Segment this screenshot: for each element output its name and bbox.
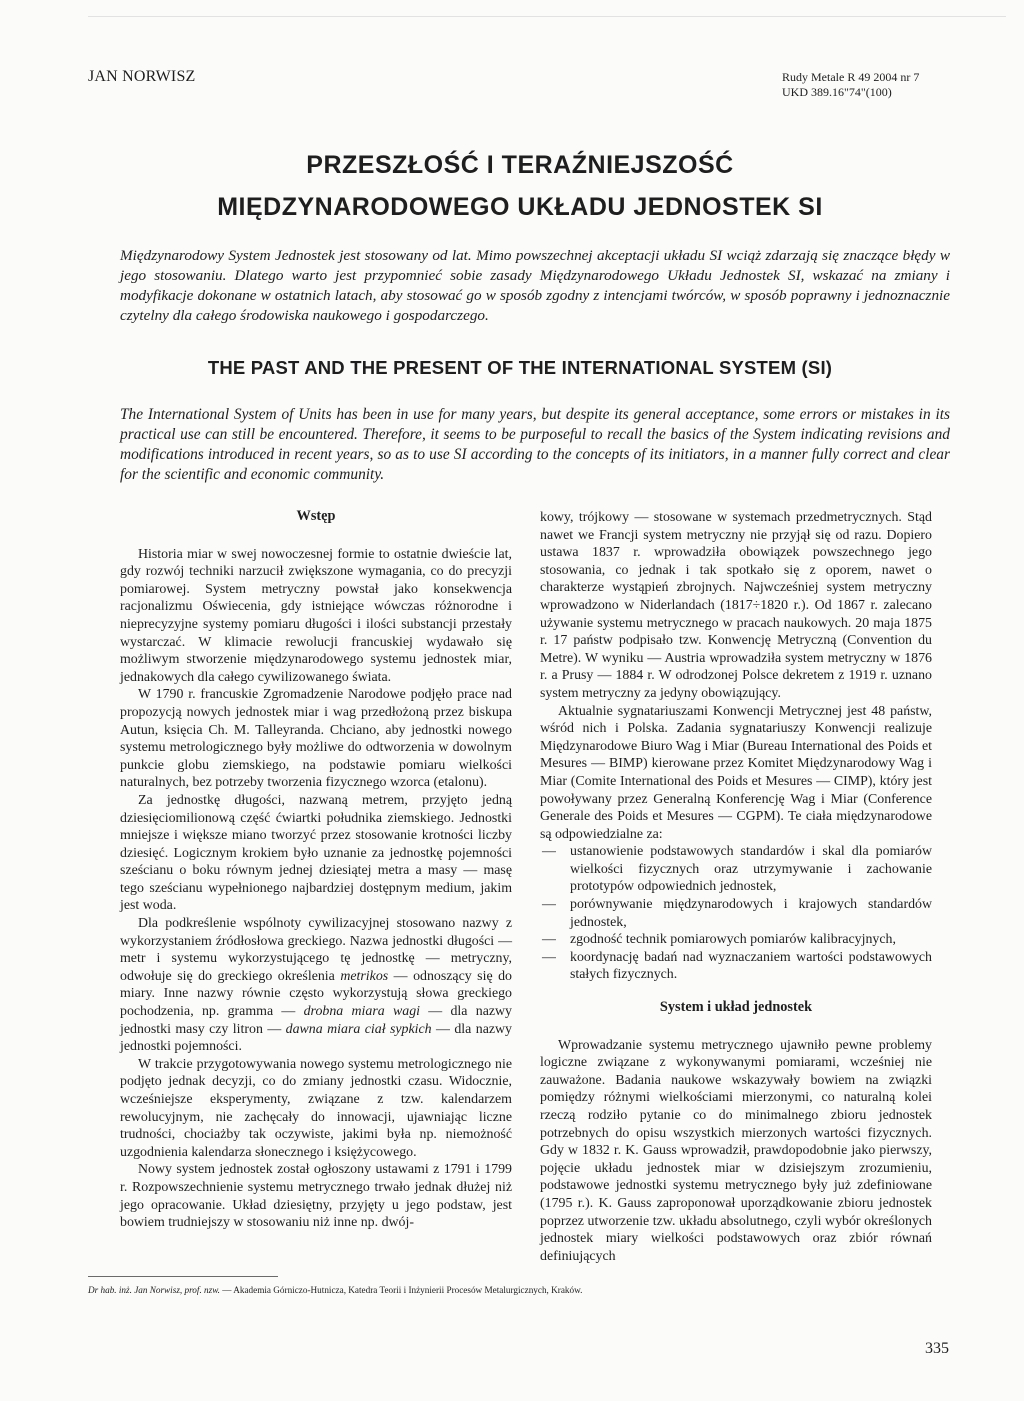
italic-term: metrikos — [340, 968, 389, 984]
text-run: Dla podkreślenie wspólnoty cywilizacyjnej stosowano nazwy z wykorzystaniem źródłosłowa greckiego. Nazwa jednostki długości — metr i systemu wykorzystującego tę jednostkę — metryczny, odwołuje się do greckiego określenia — [120, 916, 512, 984]
journal-line-1: Rudy Metale R 49 2004 nr 7 — [782, 70, 920, 84]
list-item — [540, 896, 932, 931]
list-item-text: zgodność technik pomiarowych pomiarów kalibracyjnych, — [570, 932, 896, 948]
list-item-text: ustanowienie podstawowych standardów i skal dla pomiarów wielkości fizycznych oraz utrzymywanie i zachowanie prototypów odpowiednich jednostek, — [570, 844, 932, 895]
list-item-text: porównywanie międzynarodowych i krajowych standardów jednostek, — [570, 897, 932, 930]
list-item-text: koordynację badań nad wyznaczaniem wartości podstawowych stałych fizycznych. — [570, 949, 932, 983]
top-rule — [88, 16, 1006, 17]
responsibility-list — [540, 843, 932, 984]
author-name: JAN NORWISZ — [88, 68, 196, 85]
footnote — [88, 1285, 918, 1295]
paragraph: Aktualnie sygnatariuszami Konwencji Metrycznej jest 48 państw, wśród nich i Polska. Zadania sygnatariuszy Konwencji realizuje Międzynarodowe Biuro Wag i Miar (Bureau International des Poids et Mesures — BIMP) kierowane przez Komitet Międzynarodowy Wag i Miar (Comite International des Poids et Mesures — CIMP), który jest powoływany przez Generalną Konferencję Wag i Miar (Conference Generale des Poids et Mesures — CGPM). Te ciała międzynarodowe są odpowiedzialne za: — [540, 703, 932, 842]
english-abstract: The International System of Units has been in use for many years, but despite its general acceptance, some errors or mistakes in its practical use can still be encountered. Therefore, it seems to be purposeful to recall the basics of the System indicating revisions and modifications introduced in recent years, so as to use SI according to the concepts of its initiators, in a manner fully correct and clear for the scientific and economic community. — [120, 406, 950, 483]
section-heading-system: System i układ jednostek — [659, 999, 813, 1016]
paragraph: W trakcie przygotowywania nowego systemu metrologicznego nie podjęto jednak decyzji, co do zmiany jednostki czasu. Widocznie, wcześniejsze eksperymenty, związane z tzw. kalendarzem rewolucyjnym, nie zachęcały do innowacji, ujawniając liczne trudności, chociażby tak oczywiste, jakimi była np. niemożność uzgodnienia kalendarza słonecznego i księżycowego. — [120, 1056, 512, 1160]
polish-title-line-1: PRZESZŁOŚĆ I TERAŹNIEJSZOŚĆ — [306, 151, 734, 179]
dash-marker: — — [542, 844, 556, 860]
left-column — [120, 508, 512, 1232]
paragraph — [120, 915, 512, 1056]
paragraph: kowy, trójkowy — stosowane w systemach przedmetrycznych. Stąd nawet we Francji system metryczny nie przyjął się od razu. Dopiero ustawa 1837 r. wprowadziła obowiązek powszechnego jego stosowania, co jednak i tak spotkało się z oporem, nawet o charakterze wystąpień zbrojnych. Najwcześniej system metryczny wprowadzono w Niderlandach (1817÷1820 r.). Od 1867 r. zalecano używanie systemu metrycznego w pracach naukowych. 20 maja 1875 r. 17 państw podpisało tzw. Konwencję Metryczną (Convention du Metre). W wyniku — Austria wprowadziła system metryczny w 1876 r. a Prusy — 1884 r. W odrodzonej Polsce dekretem z 1919 r. uznano system metryczny za jedyny obowiązujący. — [540, 510, 932, 701]
list-item — [540, 843, 932, 896]
footnote-affiliation: — Akademia Górniczo-Hutnicza, Katedra Teorii i Inżynierii Procesów Metalurgicznych, Kraków. — [219, 1285, 583, 1295]
paragraph: Nowy system jednostek został ogłoszony ustawami z 1791 i 1799 r. Rozpowszechnienie systemu metrycznego trwało jednak dłużej niż jego opracowanie. Układ dziesiętny, przyjęty u jego podstaw, jest bowiem trudniejszy w stosowaniu niż inne np. dwój- — [120, 1162, 512, 1231]
journal-info — [782, 70, 919, 100]
list-item — [540, 931, 932, 949]
dash-marker: — — [542, 932, 556, 948]
paragraph: Wprowadzanie systemu metrycznego ujawniło pewne problemy logiczne związane z wykonywanymi pomiarami, wcześniej nie zauważone. Badania naukowe wskazywały bowiem na związki pomiędzy różnymi wielkościami mierzonymi, co naturalną kolei rzeczą rodziło pytanie co do minimalnego zbioru jednostek potrzebnych do opisu wszystkich mierzonych wartości fizycznych. Gdy w 1832 r. K. Gauss wprowadził, prawdopodobnie jako pierwszy, pojęcie układu jednostek miar w dzisiejszym zrozumieniu, podstawowe jednostki systemu metrycznego były już zdefiniowane (1795 r.). K. Gauss zaproponował uporządkowanie zbioru jednostek poprzez utworzenie tzw. układu absolutnego, czyli wybór określonych jednostek miary wielkości podstawowych oraz zbiór równań definiujących — [540, 1037, 932, 1264]
section-heading-intro: Wstęp — [296, 508, 336, 524]
text-run: — dla nazwy jednostki masy czy litron — — [120, 1004, 513, 1037]
italic-term: drobna miara wagi — [303, 1004, 421, 1020]
polish-title — [120, 144, 920, 228]
text-run: — odnoszący się do miary. Inne nazwy równie często wykorzystują słowa greckiego pochodzenia, np. gramma — — [120, 968, 513, 1020]
text-run: — dla nazwy jednostki pojemności. — [120, 1021, 513, 1055]
footnote-author: Dr hab. inż. Jan Norwisz, prof. nzw. — [88, 1285, 220, 1295]
paragraph: Historia miar w swej nowoczesnej formie to ostatnie dwieście lat, gdy rozwój techniki narzucił zwiększone wymagania, co do precyzji pomiarowej. System metryczny powstał jako konsekwencja racjonalizmu Oświecenia, gdy istniejące wówczas różnorodne i nieprecyzyjne systemy pomiaru długości i ilości substancji przestały wystarczać. W klimacie rewolucji francuskiej wydawało się możliwym stworzenie międzynarodowego systemu jednostek miar, jednakowych dla całego cywilizowanego świata. — [120, 546, 512, 685]
journal-line-2: UKD 389.16"74"(100) — [782, 85, 892, 99]
dash-marker: — — [542, 949, 556, 965]
list-item — [540, 949, 932, 984]
page-number: 335 — [925, 1340, 949, 1357]
polish-abstract: Międzynarodowy System Jednostek jest stosowany od lat. Mimo powszechnej akceptacji układu SI wciąż zdarzają się znaczące błędy w jego stosowaniu. Dlatego warto jest przypomnieć sobie zasady Międzynarodowego Układu Jednostek SI, wskazać na zmiany i modyfikacje dokonane w ostatnich latach, aby stosować go w sposób zgodny z intencjami twórców, w sposób poprawny i jednoznacznie czytelny dla całego środowiska naukowego i gospodarczego. — [120, 247, 950, 324]
paragraph: W 1790 r. francuskie Zgromadzenie Narodowe podjęło prace nad propozycją nowych jednostek miar i wag przedłożoną przez biskupa Autun, księcia Ch. M. Talleyranda. Chciano, aby jednostki nowego systemu metrologicznego były możliwe do odtworzenia w dowolnym punkcie globu ziemskiego, na podstawie pomiaru wielkości naturalnych, bez potrzeby tworzenia fizycznego wzorca (etalonu). — [120, 687, 512, 791]
english-title: THE PAST AND THE PRESENT OF THE INTERNATIONAL SYSTEM (SI) — [207, 357, 833, 378]
paragraph: Za jednostkę długości, nazwaną metrem, przyjęto jedną dziesięciomilionową część ćwiartki południka ziemskiego. Jednostki mniejsze i większe miano tworzyć przez stosowanie krotności liczby dziesięć. Logicznym krokiem było uznanie za jednostkę pojemności sześcianu o boku równym jednej dziesiątej metra a masy — masę tego sześcianu wypełnionego najbardziej dostępnym medium, jakim jest woda. — [120, 792, 512, 914]
footnote-rule — [88, 1276, 278, 1277]
dash-marker: — — [542, 897, 556, 913]
right-column — [540, 509, 932, 1265]
italic-term: dawna miara ciał sypkich — [285, 1021, 432, 1037]
polish-title-line-2: MIĘDZYNARODOWEGO UKŁADU JEDNOSTEK SI — [217, 193, 823, 221]
